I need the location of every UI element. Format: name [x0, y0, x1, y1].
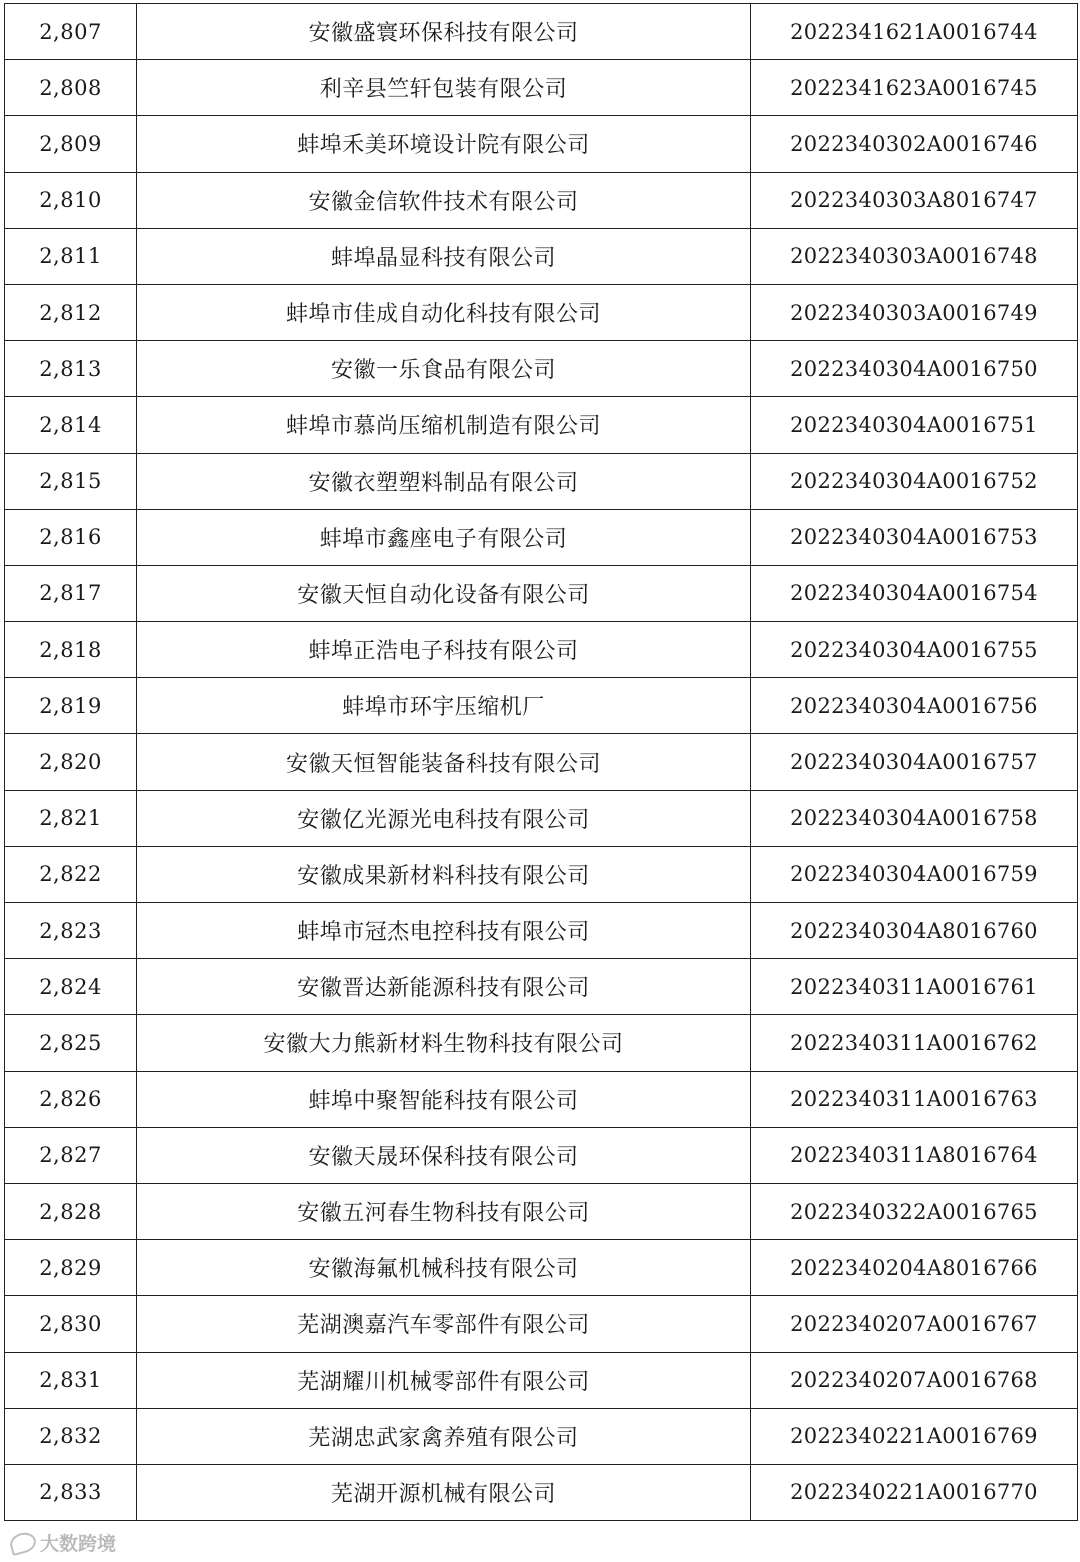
table-row [5, 509, 1078, 565]
company-name-cell: 利辛县竺轩包装有限公司 [137, 60, 751, 116]
company-name-cell: 芜湖忠武家禽养殖有限公司 [137, 1408, 751, 1464]
row-number-cell: 2,814 [5, 397, 137, 453]
company-name-cell: 安徽五河春生物科技有限公司 [137, 1183, 751, 1239]
registration-code-cell: 2022340221A0016769 [751, 1408, 1078, 1464]
company-name-cell: 蚌埠市鑫座电子有限公司 [137, 509, 751, 565]
company-name-cell: 安徽衣塑塑料制品有限公司 [137, 453, 751, 509]
registration-code-cell: 2022340311A8016764 [751, 1127, 1078, 1183]
company-name-cell: 安徽成果新材料科技有限公司 [137, 846, 751, 902]
table-row [5, 341, 1078, 397]
row-number-cell: 2,826 [5, 1071, 137, 1127]
table-row [5, 846, 1078, 902]
row-number-cell: 2,808 [5, 60, 137, 116]
table-row [5, 678, 1078, 734]
company-name-cell: 蚌埠禾美环境设计院有限公司 [137, 116, 751, 172]
company-name-cell: 蚌埠正浩电子科技有限公司 [137, 622, 751, 678]
company-name-cell: 安徽天晟环保科技有限公司 [137, 1127, 751, 1183]
company-name-cell: 安徽天恒智能装备科技有限公司 [137, 734, 751, 790]
table-row [5, 1015, 1078, 1071]
row-number-cell: 2,833 [5, 1464, 137, 1520]
company-name-cell: 芜湖耀川机械零部件有限公司 [137, 1352, 751, 1408]
registration-code-cell: 2022340304A0016759 [751, 846, 1078, 902]
row-number-cell: 2,812 [5, 284, 137, 340]
table-row [5, 622, 1078, 678]
registration-code-cell: 2022340303A0016748 [751, 228, 1078, 284]
company-name-cell: 蚌埠市佳成自动化科技有限公司 [137, 284, 751, 340]
registration-code-cell: 2022341623A0016745 [751, 60, 1078, 116]
row-number-cell: 2,810 [5, 172, 137, 228]
table-row [5, 1352, 1078, 1408]
watermark-logo-icon [8, 1529, 38, 1555]
row-number-cell: 2,830 [5, 1296, 137, 1352]
company-name-cell: 安徽亿光源光电科技有限公司 [137, 790, 751, 846]
registration-code-cell: 2022340304A8016760 [751, 903, 1078, 959]
company-name-cell: 安徽盛寰环保科技有限公司 [137, 4, 751, 60]
registration-code-cell: 2022340204A8016766 [751, 1240, 1078, 1296]
row-number-cell: 2,807 [5, 4, 137, 60]
registration-code-cell: 2022340304A0016752 [751, 453, 1078, 509]
table-row [5, 1464, 1078, 1520]
table-row [5, 959, 1078, 1015]
company-name-cell: 蚌埠市冠杰电控科技有限公司 [137, 903, 751, 959]
table-row [5, 172, 1078, 228]
row-number-cell: 2,809 [5, 116, 137, 172]
table-row [5, 453, 1078, 509]
registration-code-cell: 2022340322A0016765 [751, 1183, 1078, 1239]
table-body [5, 4, 1078, 1521]
company-name-cell: 安徽海氟机械科技有限公司 [137, 1240, 751, 1296]
company-name-cell: 安徽晋达新能源科技有限公司 [137, 959, 751, 1015]
row-number-cell: 2,825 [5, 1015, 137, 1071]
row-number-cell: 2,823 [5, 903, 137, 959]
row-number-cell: 2,811 [5, 228, 137, 284]
table-row [5, 790, 1078, 846]
row-number-cell: 2,816 [5, 509, 137, 565]
company-name-cell: 蚌埠市环宇压缩机厂 [137, 678, 751, 734]
company-name-cell: 芜湖澳嘉汽车零部件有限公司 [137, 1296, 751, 1352]
table-row [5, 734, 1078, 790]
registration-code-cell: 2022340303A8016747 [751, 172, 1078, 228]
registration-code-cell: 2022341621A0016744 [751, 4, 1078, 60]
company-name-cell: 安徽大力熊新材料生物科技有限公司 [137, 1015, 751, 1071]
company-name-cell: 安徽天恒自动化设备有限公司 [137, 565, 751, 621]
row-number-cell: 2,828 [5, 1183, 137, 1239]
company-name-cell: 蚌埠中聚智能科技有限公司 [137, 1071, 751, 1127]
company-name-cell: 安徽金信软件技术有限公司 [137, 172, 751, 228]
row-number-cell: 2,817 [5, 565, 137, 621]
table-row [5, 397, 1078, 453]
registration-code-cell: 2022340304A0016753 [751, 509, 1078, 565]
row-number-cell: 2,831 [5, 1352, 137, 1408]
row-number-cell: 2,821 [5, 790, 137, 846]
table-row [5, 1183, 1078, 1239]
table-row [5, 4, 1078, 60]
row-number-cell: 2,822 [5, 846, 137, 902]
company-name-cell: 安徽一乐食品有限公司 [137, 341, 751, 397]
table-row [5, 1240, 1078, 1296]
row-number-cell: 2,829 [5, 1240, 137, 1296]
table-row [5, 903, 1078, 959]
registration-code-cell: 2022340304A0016757 [751, 734, 1078, 790]
registration-code-cell: 2022340304A0016754 [751, 565, 1078, 621]
registration-code-cell: 2022340311A0016763 [751, 1071, 1078, 1127]
table-row [5, 60, 1078, 116]
table-row [5, 116, 1078, 172]
row-number-cell: 2,820 [5, 734, 137, 790]
registration-code-cell: 2022340304A0016750 [751, 341, 1078, 397]
registration-code-cell: 2022340207A0016767 [751, 1296, 1078, 1352]
registration-code-cell: 2022340302A0016746 [751, 116, 1078, 172]
registration-code-cell: 2022340304A0016756 [751, 678, 1078, 734]
table-row [5, 1296, 1078, 1352]
company-name-cell: 蚌埠晶显科技有限公司 [137, 228, 751, 284]
row-number-cell: 2,824 [5, 959, 137, 1015]
company-name-cell: 蚌埠市慕尚压缩机制造有限公司 [137, 397, 751, 453]
watermark [10, 1529, 116, 1556]
table-row [5, 565, 1078, 621]
row-number-cell: 2,827 [5, 1127, 137, 1183]
table-row [5, 1127, 1078, 1183]
registration-code-cell: 2022340303A0016749 [751, 284, 1078, 340]
registration-code-cell: 2022340304A0016751 [751, 397, 1078, 453]
table-row [5, 1408, 1078, 1464]
row-number-cell: 2,815 [5, 453, 137, 509]
registration-code-cell: 2022340304A0016755 [751, 622, 1078, 678]
registration-code-cell: 2022340207A0016768 [751, 1352, 1078, 1408]
registration-code-cell: 2022340304A0016758 [751, 790, 1078, 846]
registration-code-cell: 2022340221A0016770 [751, 1464, 1078, 1520]
row-number-cell: 2,818 [5, 622, 137, 678]
registration-code-cell: 2022340311A0016761 [751, 959, 1078, 1015]
row-number-cell: 2,813 [5, 341, 137, 397]
table-row [5, 228, 1078, 284]
row-number-cell: 2,832 [5, 1408, 137, 1464]
company-registry-table [4, 3, 1078, 1521]
table-row [5, 1071, 1078, 1127]
watermark-text: 大数跨境 [40, 1533, 117, 1555]
registration-code-cell: 2022340311A0016762 [751, 1015, 1078, 1071]
table-row [5, 284, 1078, 340]
row-number-cell: 2,819 [5, 678, 137, 734]
company-name-cell: 芜湖开源机械有限公司 [137, 1464, 751, 1520]
